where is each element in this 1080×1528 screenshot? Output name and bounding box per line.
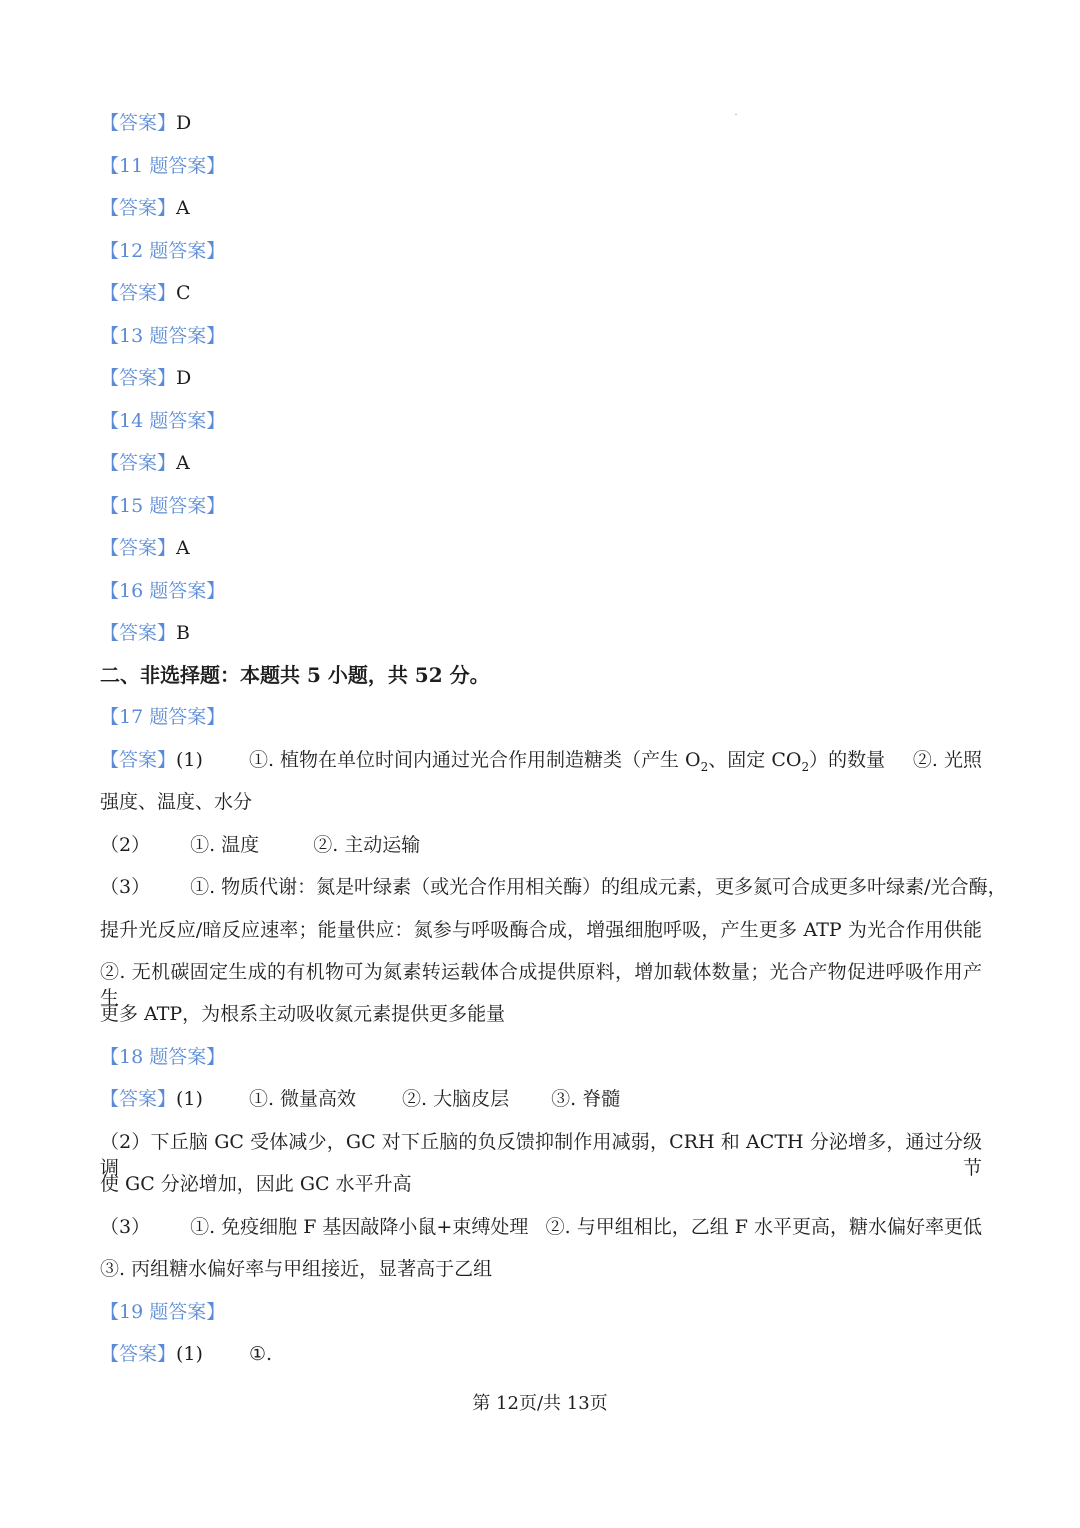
- question-label: 【16 题答案】: [100, 580, 226, 602]
- page-footer: 第 12页/共 13页: [472, 1393, 608, 1414]
- question-17-label: 【17 题答案】: [100, 706, 226, 728]
- q17-part1-line1: 【答案】(1) ①. 植物在单位时间内通过光合作用制造糖类（产生 $O_2$、固定 $CO_2$）的数量 ②. 光照: [100, 749, 982, 774]
- q19-part1: 【答案】(1) ①.: [100, 1343, 273, 1365]
- answer-value: B: [176, 622, 190, 644]
- answer-row: [100, 280, 982, 306]
- q18-part2-line1: （2）下丘脑 GC 受体减少，GC 对下丘脑的负反馈抑制作用减弱，CRH 和 ACTH 分泌增多，通过分级调节: [100, 1131, 982, 1179]
- q18-part2-line2: 使 GC 分泌增加，因此 GC 水平升高: [100, 1173, 412, 1195]
- answer-value: C: [176, 282, 191, 304]
- question-label: 【15 题答案】: [100, 495, 226, 517]
- question-label: 【14 题答案】: [100, 410, 226, 432]
- question-label: 【12 题答案】: [100, 240, 226, 262]
- answer-value: D: [176, 367, 192, 389]
- answer-tag: 【答案】: [100, 367, 177, 389]
- q18-part3-line2: ③. 丙组糖水偏好率与甲组接近，显著高于乙组: [100, 1258, 493, 1280]
- answer-row: [100, 195, 982, 221]
- answer-row: [100, 450, 982, 476]
- answer-value: D: [176, 112, 192, 134]
- answer-row: [100, 535, 982, 561]
- answer-tag: 【答案】: [100, 537, 177, 559]
- answer-row: [100, 110, 982, 136]
- q17-part3-line3: ②. 无机碳固定生成的有机物可为氮素转运载体合成提供原料，增加载体数量；光合产物促进呼吸作用产生: [100, 961, 982, 1009]
- question-19-label: 【19 题答案】: [100, 1301, 226, 1323]
- answer-tag: 【答案】: [100, 452, 177, 474]
- q17-part3-line1: （3） ①. 物质代谢：氮是叶绿素（或光合作用相关酶）的组成元素，更多氮可合成更多叶绿素/光合酶，: [100, 876, 1007, 898]
- q17-part1-line2: 强度、温度、水分: [100, 791, 253, 813]
- answer-row: [100, 620, 982, 646]
- q18-part1: 【答案】(1) ①. 微量高效 ②. 大脑皮层 ③. 脊髓: [100, 1088, 621, 1110]
- answer-value: A: [176, 537, 190, 559]
- q18-part3-line1: （3） ①. 免疫细胞 F 基因敲降小鼠+束缚处理 ②. 与甲组相比，乙组 F 水平更高，糖水偏好率更低: [100, 1216, 982, 1238]
- answer-tag: 【答案】: [100, 1343, 177, 1365]
- q17-part3-line4: 更多 ATP，为根系主动吸收氮元素提供更多能量: [100, 1003, 506, 1025]
- answer-tag: 【答案】: [100, 749, 177, 771]
- answer-tag: 【答案】: [100, 1088, 177, 1110]
- answer-row: [100, 365, 982, 391]
- answer-tag: 【答案】: [100, 622, 177, 644]
- answer-value: A: [176, 452, 190, 474]
- answer-tag: 【答案】: [100, 197, 177, 219]
- answer-value: A: [176, 197, 190, 219]
- answer-tag: 【答案】: [100, 112, 177, 134]
- question-18-label: 【18 题答案】: [100, 1046, 226, 1068]
- section-heading: 二、非选择题：本题共 5 小题，共 52 分。: [100, 663, 490, 687]
- q17-part3-line2: 提升光反应/暗反应速率；能量供应：氮参与呼吸酶合成，增强细胞呼吸，产生更多 ATP 为光合作用供能: [100, 919, 982, 941]
- question-label: 【13 题答案】: [100, 325, 226, 347]
- answer-tag: 【答案】: [100, 282, 177, 304]
- question-label: 【11 题答案】: [100, 155, 226, 177]
- q17-part2: （2） ①. 温度 ②. 主动运输: [100, 834, 421, 856]
